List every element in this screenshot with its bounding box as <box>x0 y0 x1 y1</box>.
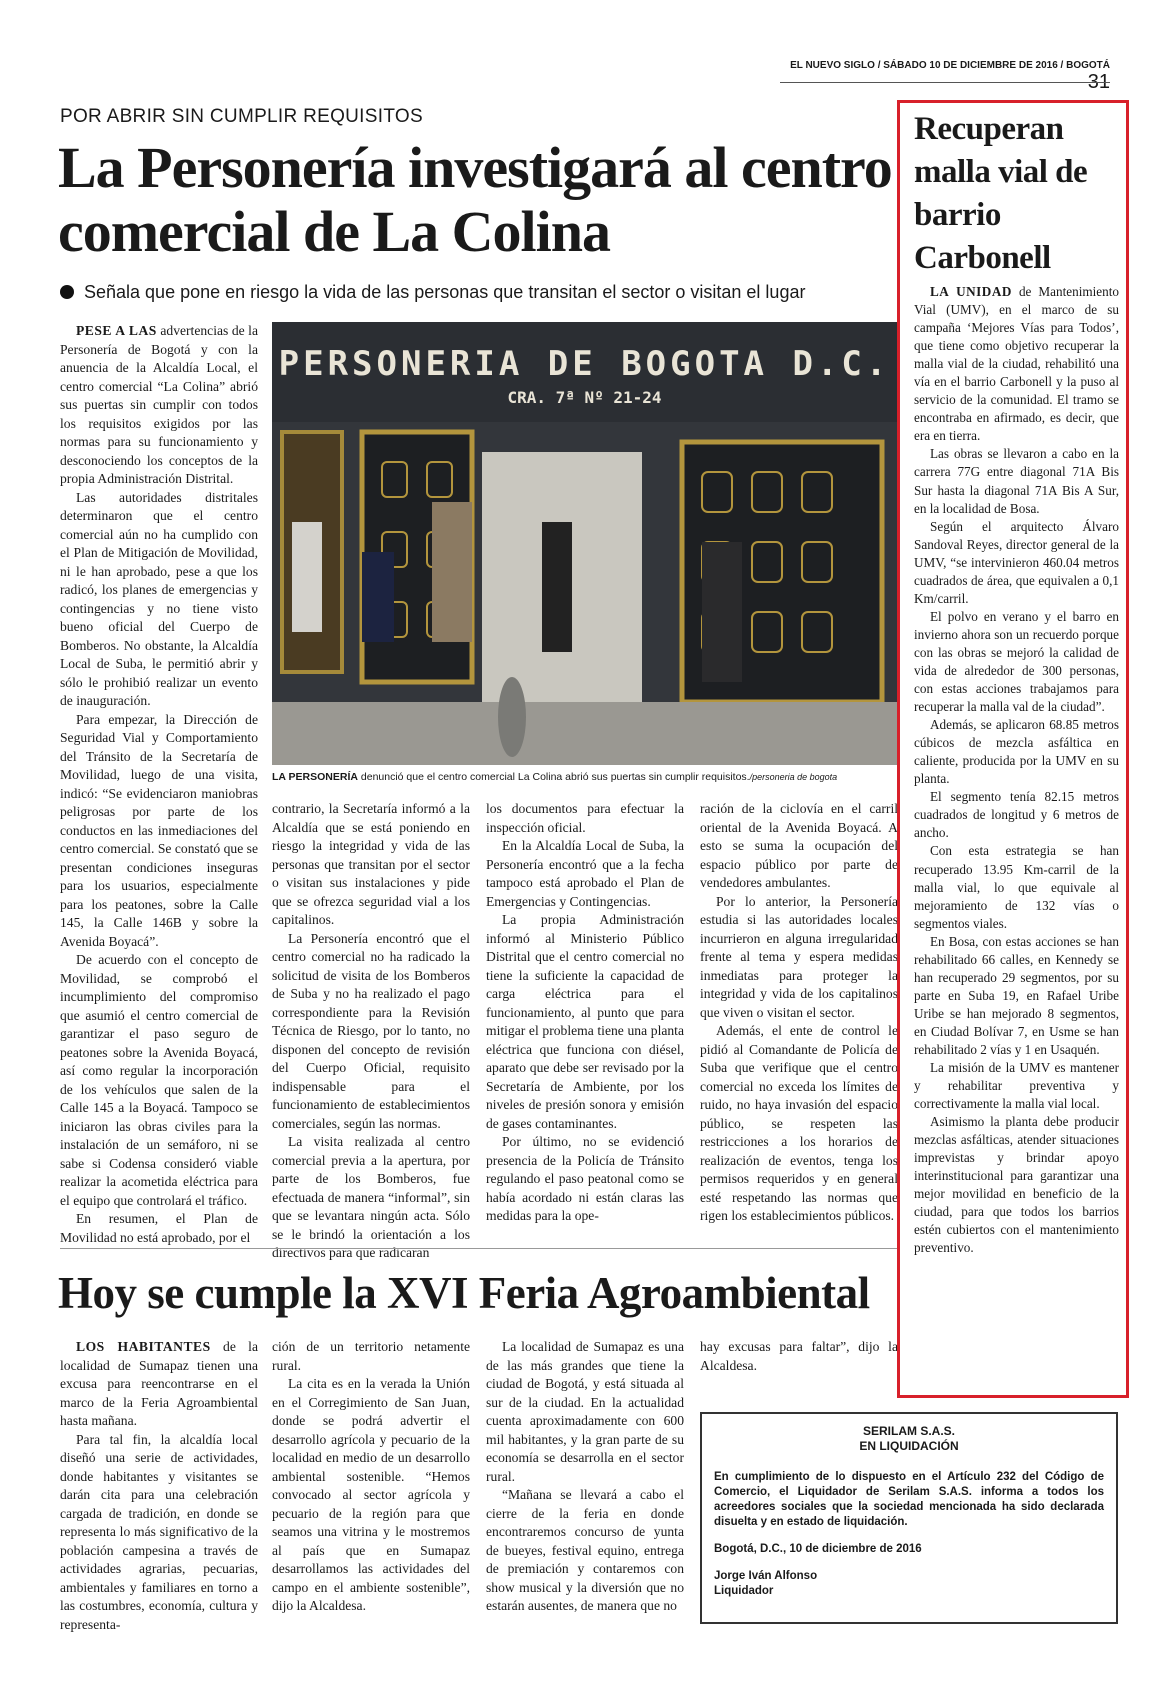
photo-caption <box>272 771 897 783</box>
caption-lead: LA PERSONERÍA <box>272 771 358 783</box>
notice-title: SERILAM S.A.S. <box>862 1424 955 1438</box>
notice-signer-name: Jorge Iván Alfonso <box>714 1570 818 1582</box>
notice-body: En cumplimiento de lo dispuesto en el Artículo 232 del Código de Comercio, el Liquidador de Serilam S.A.S. informa a todos los acreedores sociales que la sociedad mencionada ha sido declarada disuelta y en estado de liquidación. <box>714 1471 1104 1528</box>
paragraph-text: de la localidad de Sumapaz tienen una excusa para reencontrarse en el marco de la Feria Agroambiental hasta mañana. <box>60 1339 258 1428</box>
paragraph: hay excusas para faltar”, dijo la Alcaldesa. <box>700 1339 898 1373</box>
page-header: EL NUEVO SIGLO / SÁBADO 10 DE DICIEMBRE DE 2016 / BOGOTÁ 31 <box>790 60 1110 93</box>
paragraph: El segmento tenía 82.15 metros cuadrados de longitud y 6 metros de ancho. <box>914 789 1119 841</box>
paragraph: ración de la ciclovía en el carril oriental de la Avenida Boyacá. A esto se suma la ocupación del espacio público por parte de vendedores ambulantes. <box>700 801 898 890</box>
paragraph: La localidad de Sumapaz es una de las más grandes que tiene la ciudad de Bogotá, y está situada al sur de la ciudad. En la actualidad cuenta aproximadamente con 600 mil habitantes, y la gran parte de su economía se desarrolla en el sector rural. <box>486 1339 684 1484</box>
paragraph: Además, el ente de control le pidió al Comandante de Policía de Suba que verifique que el centro comercial no exceda los límites de ruido, no haya invasión del espacio público, se respeten las restricciones a los horarios de realización de eventos, tenga los permisos requeridos y en general esté respetando las normas que rigen los establecimientos públicos. <box>700 1023 898 1223</box>
notice-signer-title: Liquidador <box>714 1585 774 1597</box>
article-column-1 <box>60 322 258 1247</box>
bullet-icon <box>60 285 74 299</box>
paragraph <box>60 1338 258 1431</box>
issue-date: SÁBADO 10 DE DICIEMBRE DE 2016 <box>883 60 1058 71</box>
article2-column-2 <box>272 1338 470 1616</box>
subhead-text: Señala que pone en riesgo la vida de las personas que transitan el sector o visitan el lugar <box>84 282 806 302</box>
paragraph-text: advertencias de la Personería de Bogotá y con la anuencia de la Alcaldía Local, el centro comercial “La Colina” abrió sus puertas sin cumplir con todos los requisitos exigidos por las normas para su funcionamiento y desconociendo los conceptos de la propia Administración Distrital. <box>60 323 258 486</box>
paragraph <box>914 283 1119 445</box>
paragraph-text: de Mantenimiento Vial (UMV), en el marco de su campaña ‘Mejores Vías para Todos’, que tiene como objetivo recuperar la malla vial de la ciudad, rehabilitó una vía en el barrio Carbonell y la puso al servicio de la comunidad. El tramo se encontraba en afirmado, es decir, que era en tierra. <box>914 284 1119 444</box>
paragraph: La Personería encontró que el centro comercial no ha radicado la solicitud de visita de los Bomberos de Suba y no ha realizado el pago correspondiente para la Revisión Técnica de Riesgo, por lo tanto, no disponen del concepto de revisión del Cuerpo Oficial, requisito indispensable para el funcionamiento de establecimientos comerciales, según las normas. <box>272 930 470 1131</box>
paragraph: ción de un territorio netamente rural. <box>272 1339 470 1373</box>
header-divider <box>780 82 1110 83</box>
photo-credit: /personeria de bogota <box>749 772 838 782</box>
paragraph: Las autoridades distritales determinaron que el centro comercial aún no ha cumplido con el Plan de Mitigación de Movilidad, ni le han aprobado, pese a que los radicó, los planes de emergencias y contingencias y no tiene visto bueno oficial del Cuerpo de Bomberos. No obstante, la Alcaldía Local de Suba, le permitió abrir y sólo le prohibió realizar un evento de inauguración. <box>60 489 258 708</box>
paragraph: En la Alcaldía Local de Suba, la Personería encontró que a la fecha tampoco está aprobado el Plan de Emergencias y Contingencias. <box>486 838 684 909</box>
paragraph: Para tal fin, la alcaldía local diseñó una serie de actividades, donde habitantes y visitantes se darán cita para una celebración cargada de tradición, en donde se representa lo más significativo de la población campesina a través de actividades agrarias, pecuarias, ambientales y familiares en torno a las costumbres, economía, cultura y representa- <box>60 1431 258 1632</box>
article-headline: La Personería investigará al centro comercial de La Colina <box>58 135 892 264</box>
article-column-2 <box>272 800 470 1263</box>
sidebar-body <box>914 283 1119 1258</box>
notice-subtitle: EN LIQUIDACIÓN <box>859 1439 959 1453</box>
paragraph <box>60 322 258 489</box>
paragraph: los documentos para efectuar la inspección oficial. <box>486 801 684 835</box>
legal-notice <box>700 1412 1118 1624</box>
notice-date: Bogotá, D.C., 10 de diciembre de 2016 <box>714 1543 922 1555</box>
paragraph: Según el arquitecto Álvaro Sandoval Reyes, director general de la UMV, “se intervinieron 460.04 metros cuadrados de área, que equivalen a 0,1 Km/carril. <box>914 518 1119 606</box>
paragraph: Con esta estrategia se han recuperado 13.95 Km-carril de la malla vial, lo que equivale al mejoramiento de 132 vías o segmentos viales. <box>914 843 1119 931</box>
paragraph: En resumen, el Plan de Movilidad no está aprobado, por el <box>60 1211 258 1245</box>
paragraph: La visita realizada al centro comercial previa a la apertura, por parte de los Bomberos, fue efectuada de manera “informal”, sin que se levantara ningún acta. Sólo se le brindó la orientación a los directivos para que radicaran <box>272 1134 470 1260</box>
paragraph: Por lo anterior, la Personería estudia si las autoridades locales incurrieron en alguna irregularidad frente al tema y espera medidas inmediatas para proteger la integridad y vida de los capitalinos que viven o visitan el sector. <box>700 893 898 1020</box>
paragraph: “Mañana se llevará a cabo el cierre de la feria en donde encontraremos concurso de yunta de bueyes, festival equino, entrega de premiación y contaremos con show musical y la diversión que no estarán ausentes, de manera que no <box>486 1487 684 1613</box>
paragraph: Las obras se llevaron a cabo en la carrera 77G entre diagonal 71A Bis Sur hasta la diagonal 71A Bis A Sur, en la localidad de Bosa. <box>914 446 1119 516</box>
paragraph: La misión de la UMV es mantener y rehabilitar preventiva y correctivamente la malla vial local. <box>914 1060 1119 1112</box>
paragraph: El polvo en verano y el barro en invierno ahora son un recuerdo porque con las obras se mejoró la calidad de vida de alrededor de 300 personas, con estas acciones trabajamos para recuperar la malla val de la ciudad”. <box>914 608 1119 715</box>
article-column-4 <box>700 800 898 1226</box>
newspaper-name: EL NUEVO SIGLO <box>790 60 875 71</box>
paragraph: contrario, la Secretaría informó a la Alcaldía que se está poniendo en riesgo la integridad y vida de las personas que transitan por el sector o visitan sus instalaciones y pide que se ofrezca seguridad vial a los capitalinos. <box>272 801 470 927</box>
sidebar-headline: Recuperan malla vial de barrio Carbonell <box>914 111 1088 276</box>
paragraph: La cita es en la verada la Unión en el Corregimiento de San Juan, donde se podrá advertir el desarrollo agrícola y pecuario de la localidad en medio de un desarrollo ambiental sostenible. “Hemos convocado al sector agrícola y pecuario de la región para que seamos una vitrina y le mostremos al país que en Sumapaz desarrollamos las actividades del campo en el ambiente sostenible”, dijo la Alcaldesa. <box>272 1376 470 1613</box>
article-photo <box>272 322 897 765</box>
lead-in: LOS HABITANTES <box>76 1339 211 1354</box>
paragraph: Además, se aplicaron 68.85 metros cúbicos de mezcla asfáltica en caliente, producida por la UMV en su planta. <box>914 717 1119 787</box>
paragraph: Para empezar, la Dirección de Seguridad Vial y Comportamiento del Tránsito de la Secretaría de Movilidad, luego de una visita, indicó: “Se evidenciaron maniobras peligrosas por parte de los conductos en las inmediaciones del centro comercial. Se constató que se presentan condiciones inseguras para los usuarios, especialmente para los peatones, sobre la Calle 145, la Calle 146B y sobre la Avenida Boyacá”. <box>60 711 258 949</box>
paragraph: La propia Administración informó al Ministerio Público Distrital que el centro comercial no tiene la suficiente la capacidad de carga eléctrica para el funcionamiento, al punto que para mitigar el problema tiene una planta eléctrica que funciona con diésel, aparato que debe ser revisado por la Secretaría de Ambiente, por los niveles de presión sonora y emisión de gases contaminantes. <box>486 912 684 1131</box>
article2-column-4 <box>700 1338 898 1375</box>
section-divider <box>60 1248 898 1249</box>
article-column-3 <box>486 800 684 1226</box>
issue-city: BOGOTÁ <box>1066 60 1110 71</box>
lead-in: LA UNIDAD <box>930 284 1012 299</box>
paragraph: En Bosa, con estas acciones se han rehabilitado 66 calles, en Kennedy se han recuperado 29 segmentos, por su parte en Suba 19, en Rafael Uribe Uribe se han mejorado 8 segmentos, en Ciudad Bolívar 7, en Usme se han rehabilitado 2 vías y 1 en Usaquén. <box>914 933 1119 1057</box>
article-kicker: POR ABRIR SIN CUMPLIR REQUISITOS <box>60 106 423 127</box>
paragraph: Por último, no se evidenció presencia de la Policía de Tránsito regulando el paso peatonal como se había acordado ni están claras las medidas para la ope- <box>486 1134 684 1223</box>
paragraph: Asimismo la planta debe producir mezclas asfálticas, atender situaciones imprevistas y brindar apoyo interinstitucional para garantizar una mejor movilidad en beneficio de la ciudad, para que todos los barrios estén cubiertos con el mantenimiento preventivo. <box>914 1114 1119 1256</box>
article-subhead <box>60 282 900 303</box>
paragraph: De acuerdo con el concepto de Movilidad, se comprobó el incumplimiento del compromiso que asumió el centro comercial de garantizar el paso seguro de peatones sobre la Avenida Boyacá, así como regular la incorporación de los vehículos que salen de la Calle 145 a la Boyacá. Tampoco se iniciaron las obras civiles para la instalación de un semáforo, ni se sabe si Codensa consideró viable realizar la acometida eléctrica para el equipo que controlará el tráfico. <box>60 952 258 1208</box>
article2-headline: Hoy se cumple la XVI Feria Agroambiental <box>58 1268 870 1318</box>
page-number: 31 <box>1087 71 1110 93</box>
photo-sign-text: PERSONERIA DE BOGOTA D.C. <box>278 344 891 384</box>
article2-column-1 <box>60 1338 258 1634</box>
article2-column-3 <box>486 1338 684 1616</box>
caption-text: denunció que el centro comercial La Colina abrió sus puertas sin cumplir requisitos. <box>360 771 750 783</box>
lead-in: PESE A LAS <box>76 323 157 338</box>
photo-sign-address: CRA. 7ª Nº 21-24 <box>507 388 662 407</box>
